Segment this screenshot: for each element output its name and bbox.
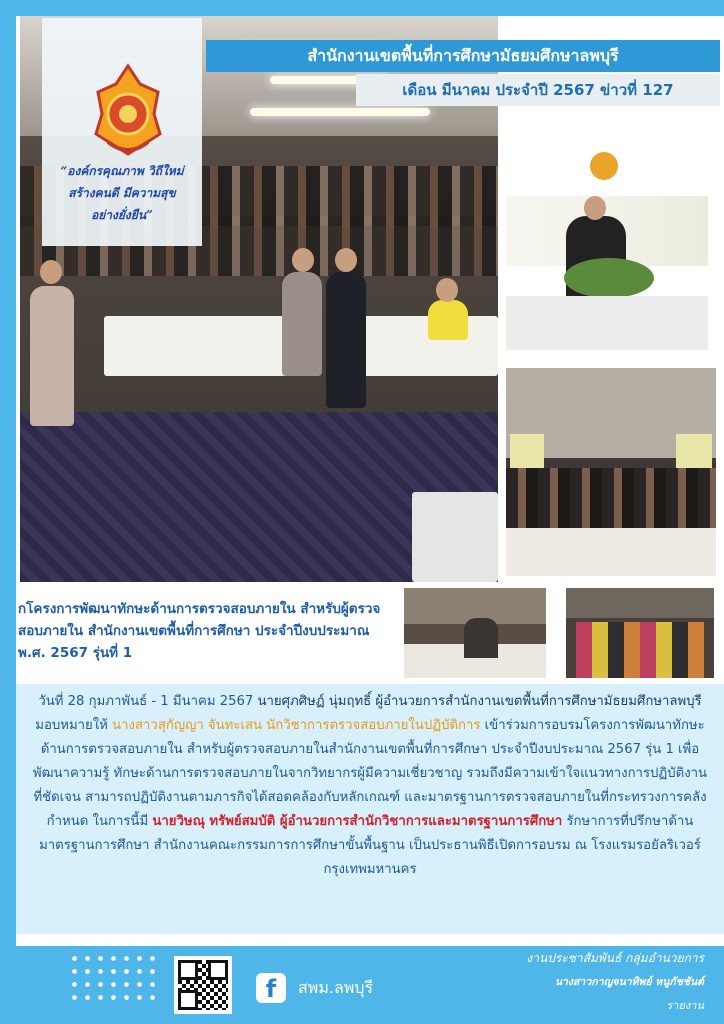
- facebook-icon[interactable]: f: [256, 973, 286, 1003]
- header: [206, 40, 720, 106]
- motto-line-1: “องค์กรคุณภาพ วิถีใหม่: [60, 164, 184, 178]
- news-subtitle: เดือน มีนาคม ประจำปี 2567 ข่าวที่ 127: [356, 74, 720, 106]
- motto-line-2: สร้างคนดี มีความสุข: [68, 186, 176, 200]
- credit-role: รายงาน: [666, 999, 704, 1012]
- news-body: [30, 690, 710, 882]
- body-details: เข้าร่วมการอบรมโครงการพัฒนาทักษะด้านการตรวจสอบภายใน สำหรับผู้ตรวจสอบภายในสำนักงานเขตพื้นที่การศึกษา ประจำปีงบประมาณ 2567 รุ่น 1 เพื่อพัฒนาความรู้ ทักษะด้านการตรวจสอบภายในจากวิทยากรผู้มีความเชี่ยวชาญ รวมถึงมีความเข้าใจแนวทางการปฏิบัติงานที่ชัดเจน สามารถปฏิบัติงานตามภารกิจได้สอดคล้องกับหลักเกณฑ์ และมาตรฐานการตรวจสอบภายในที่กระทรวงการคลังกำหนด ในการนี้มี: [32, 718, 708, 829]
- motto: [44, 160, 200, 226]
- news-topic: กโครงการพัฒนาทักษะด้านการตรวจสอบภายใน สำหรับผู้ตรวจสอบภายใน สำนักงานเขตพื้นที่การศึกษา ประจำปีงบประมาณ พ.ศ. 2567 รุ่นที่ 1: [18, 601, 381, 661]
- body-participant: นางสาวสุกัญญา จันทะเสน นักวิชาการตรวจสอบภายในปฏิบัติการ: [112, 718, 481, 733]
- body-closing: รักษาการที่ปรึกษาด้านมาตรฐานการศึกษา สำนักงานคณะกรรมการการศึกษาขั้นพื้นฐาน เป็นประธานพิธีเปิดการอบรม ณ โรงแรมรอยัลริเวอร์ กรุงเทพมหานคร: [39, 814, 701, 877]
- facebook-page-link[interactable]: สพม.ลพบุรี: [298, 978, 374, 997]
- group-women-photo: [566, 588, 714, 678]
- body-date: วันที่ 28 กุมภาพันธ์ - 1 มีนาคม 2567: [38, 694, 258, 709]
- speaker-photo: [506, 146, 708, 350]
- credit-reporter: นางสาวกาญจนาทิพย์ หนูกัชชันต์: [554, 976, 704, 988]
- body-assign: มอบหมายให้: [35, 718, 113, 733]
- body-chairman: นายวิษณุ ทรัพย์สมบัติ ผู้อำนวยการสำนักวิชาการและมาตรฐานการศึกษา: [152, 814, 563, 829]
- qr-code[interactable]: [174, 956, 232, 1014]
- credits: [474, 946, 704, 1018]
- credit-department: งานประชาสัมพันธ์ กลุ่มอำนวยการ: [526, 951, 704, 965]
- motto-line-3: อย่างยั่งยืน”: [91, 208, 153, 222]
- participants-photo: [404, 588, 546, 678]
- office-title: สำนักงานเขตพื้นที่การศึกษามัธยมศึกษาลพบุรี: [206, 40, 720, 72]
- body-director: นายศุภศิษฏ์ นุ่มฤทธิ์ ผู้อำนวยการสำนักงานเขตพื้นที่การศึกษามัธยมศึกษาลพบุรี: [257, 694, 702, 709]
- decorative-dots: [68, 952, 158, 1008]
- seminar-room-photo: [506, 368, 716, 576]
- obec-emblem-icon: [88, 62, 168, 162]
